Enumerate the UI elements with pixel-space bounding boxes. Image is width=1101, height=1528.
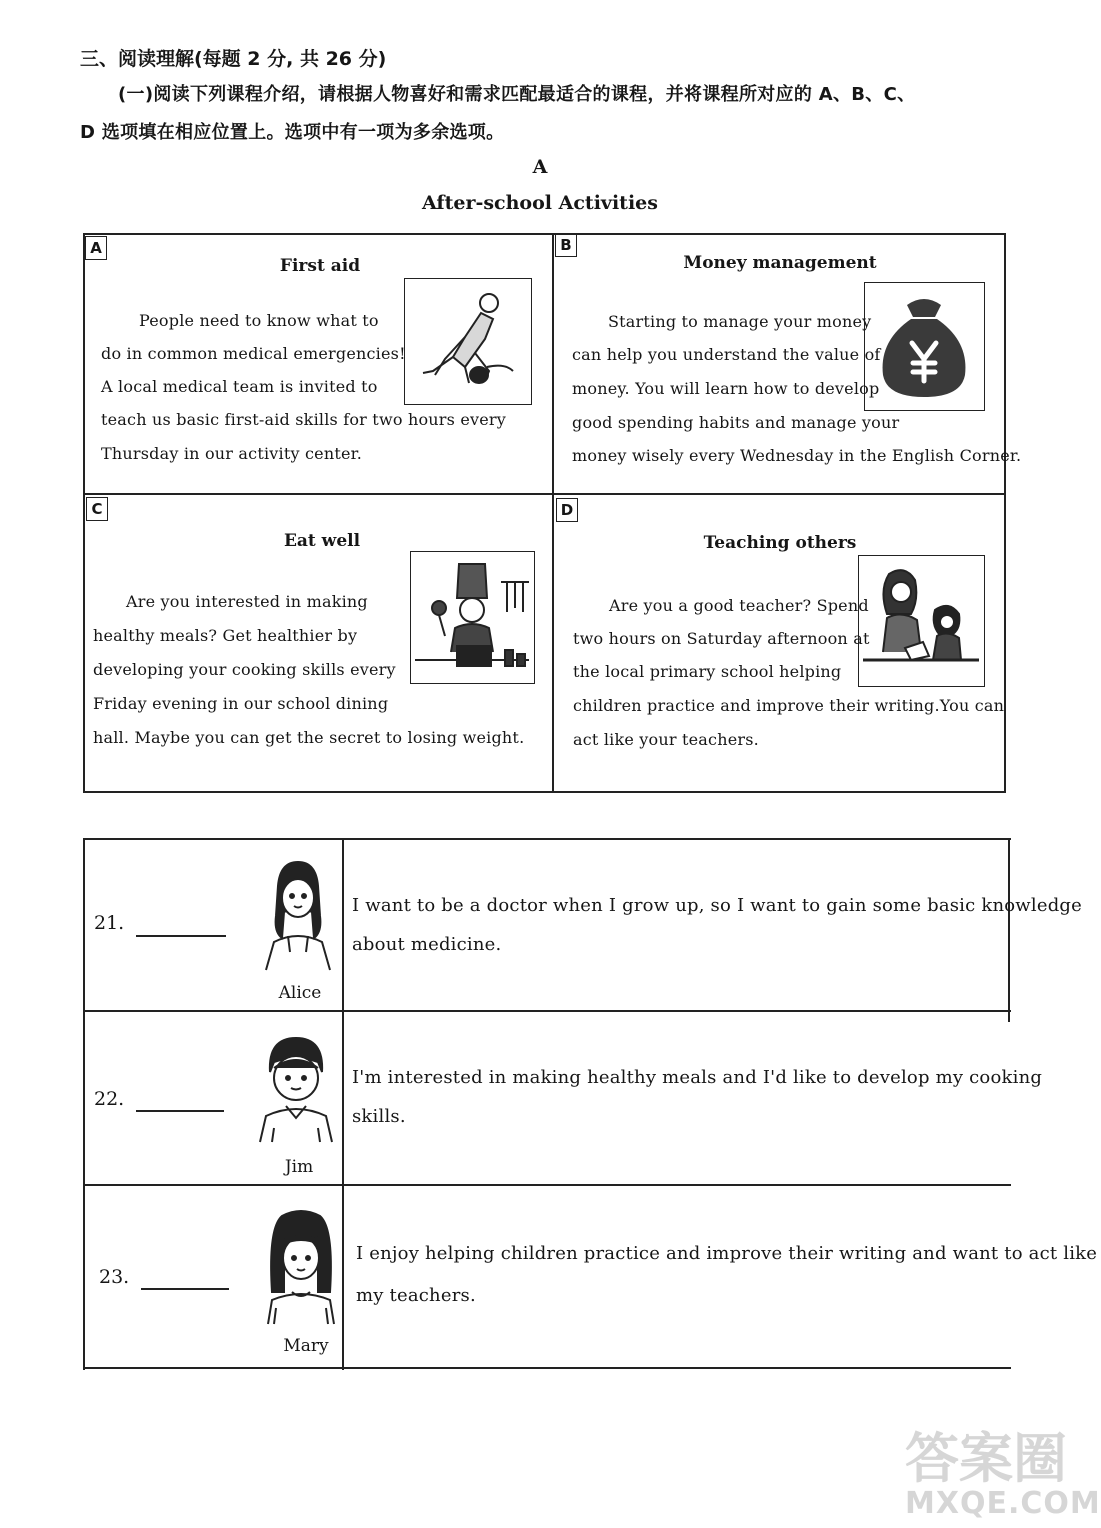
statement-23-line-2: my teachers. xyxy=(356,1285,476,1306)
question-number-23: 23. xyxy=(99,1266,130,1288)
chef-cooking-illustration xyxy=(410,551,535,684)
money-bag-icon xyxy=(864,282,985,411)
girl-long-hair-avatar-icon xyxy=(262,1208,340,1326)
course-letter-c: C xyxy=(86,497,108,521)
course-d-line-2: two hours on Saturday afternoon at xyxy=(573,629,870,648)
course-title-c: Eat well xyxy=(283,531,361,551)
course-title-a: First aid xyxy=(279,256,361,276)
course-b-line-1: Starting to manage your money xyxy=(608,312,872,331)
person-name-alice: Alice xyxy=(278,983,322,1003)
passage-label: A xyxy=(532,156,548,178)
course-d-line-5: act like your teachers. xyxy=(573,730,759,749)
instruction-line-1: (一)阅读下列课程介绍，请根据人物喜好和需求匹配最适合的课程，并将课程所对应的 A、B、C、 xyxy=(118,84,916,105)
boy-avatar-icon xyxy=(256,1032,336,1144)
course-c-line-5: hall. Maybe you can get the secret to losing weight. xyxy=(93,728,525,747)
course-a-line-5: Thursday in our activity center. xyxy=(101,444,362,463)
question-row xyxy=(85,1012,1009,1184)
course-a-line-1: People need to know what to xyxy=(139,311,379,330)
first-aid-illustration xyxy=(404,278,532,405)
teacher-child-illustration xyxy=(858,555,985,687)
course-letter-a: A xyxy=(85,236,107,260)
question-number-22: 22. xyxy=(94,1088,125,1110)
course-b-line-3: money. You will learn how to develop xyxy=(572,379,880,398)
course-b-line-5: money wisely every Wednesday in the English Corner. xyxy=(572,446,1022,465)
girl-pigtails-avatar-icon xyxy=(260,856,336,972)
course-letter-d: D xyxy=(556,498,578,522)
question-number-21: 21. xyxy=(94,912,125,934)
course-letter-b: B xyxy=(555,233,577,257)
passage-title: After-school Activities xyxy=(422,192,658,214)
statement-22-line-1: I'm interested in making healthy meals and I'd like to develop my cooking xyxy=(352,1067,1043,1088)
course-b-line-4: good spending habits and manage your xyxy=(572,413,900,432)
course-b-line-2: can help you understand the value of xyxy=(572,345,881,364)
answer-blank-21[interactable] xyxy=(136,935,226,937)
statement-21-line-2: about medicine. xyxy=(352,934,502,955)
course-d-line-3: the local primary school helping xyxy=(573,662,842,681)
watermark-logo-top: 答案圈 xyxy=(905,1427,1067,1490)
statement-22-line-2: skills. xyxy=(352,1106,406,1127)
instruction-line-2: D 选项填在相应位置上。选项中有一项为多余选项。 xyxy=(80,122,505,143)
answer-blank-22[interactable] xyxy=(136,1110,224,1112)
question-row xyxy=(85,1186,1009,1367)
person-name-mary: Mary xyxy=(283,1336,329,1356)
course-c-line-2: healthy meals? Get healthier by xyxy=(93,626,358,645)
watermark-logo-bottom: MXQE.COM xyxy=(905,1486,1101,1521)
statement-21-line-1: I want to be a doctor when I grow up, so I want to gain some basic knowledge xyxy=(352,895,1082,916)
course-c-line-3: developing your cooking skills every xyxy=(93,660,396,679)
statement-23-line-1: I enjoy helping children practice and improve their writing and want to act like xyxy=(356,1243,1098,1264)
course-d-line-1: Are you a good teacher? Spend xyxy=(609,596,869,615)
person-name-jim: Jim xyxy=(284,1157,314,1177)
table-bottom-border xyxy=(83,1367,1011,1369)
course-title-d: Teaching others xyxy=(703,533,857,553)
course-d-line-4: children practice and improve their writing.You can xyxy=(573,696,1005,715)
course-title-b: Money management xyxy=(683,253,877,273)
question-row xyxy=(85,840,1009,1010)
course-c-line-1: Are you interested in making xyxy=(126,592,368,611)
course-a-line-3: A local medical team is invited to xyxy=(101,377,378,396)
section-heading: 三、阅读理解(每题 2 分, 共 26 分) xyxy=(80,48,387,70)
course-a-line-2: do in common medical emergencies! xyxy=(101,344,406,363)
course-c-line-4: Friday evening in our school dining xyxy=(93,694,389,713)
course-a-line-4: teach us basic first-aid skills for two hours every xyxy=(101,410,507,429)
answer-blank-23[interactable] xyxy=(141,1288,229,1290)
